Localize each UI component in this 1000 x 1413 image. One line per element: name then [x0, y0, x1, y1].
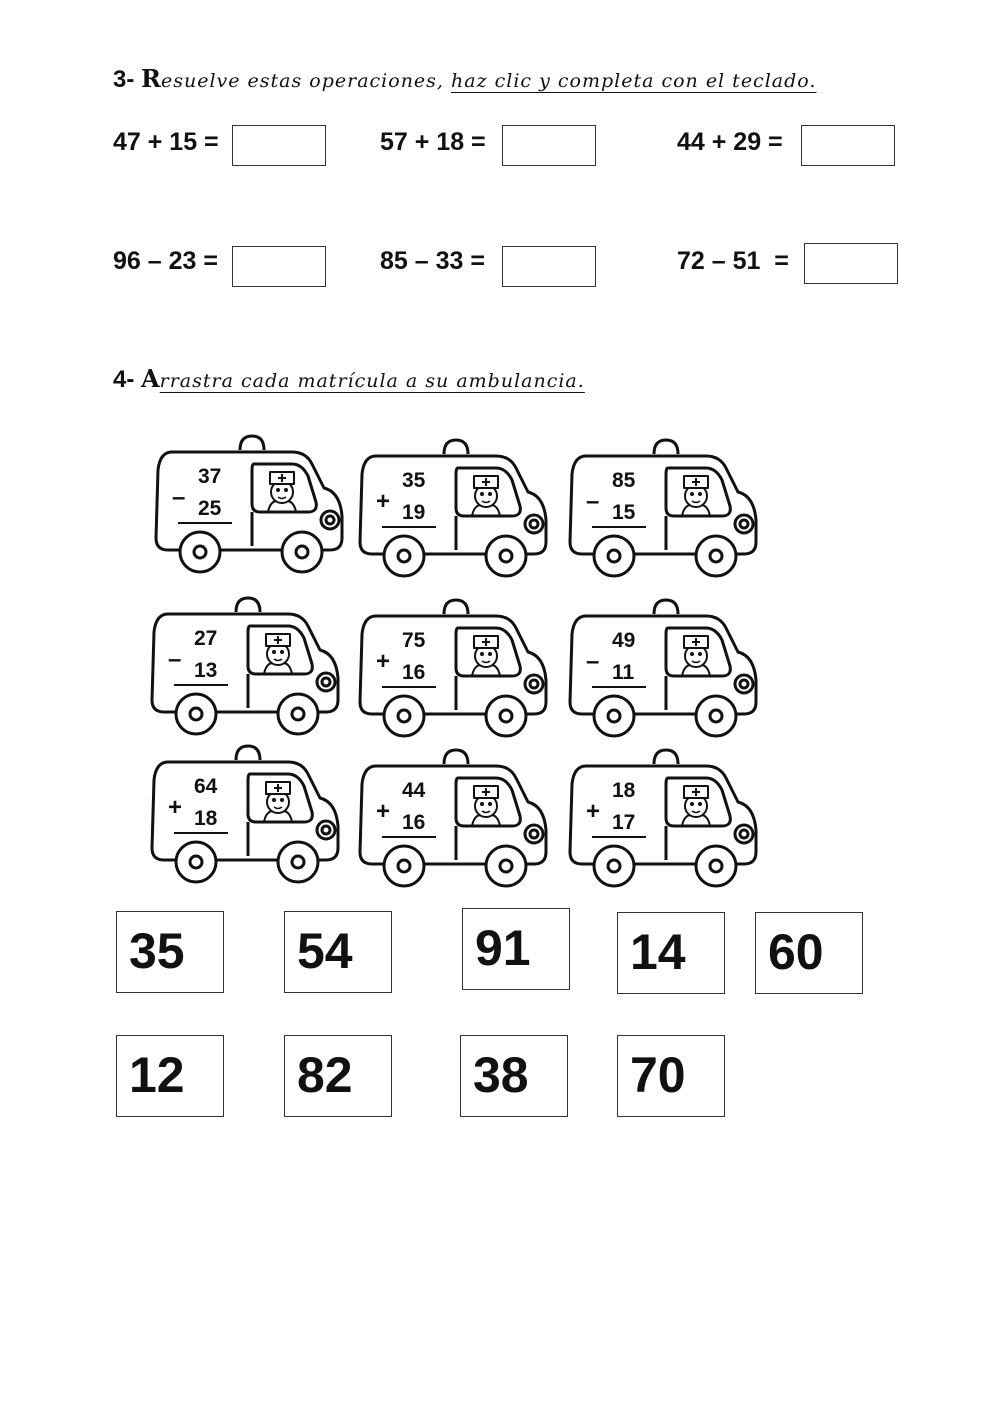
ambulance-bottom-number: 18 [194, 807, 218, 830]
ambulance-top-number: 85 [612, 469, 636, 492]
ambulance-bottom-number: 13 [194, 659, 218, 682]
section-number: 4- [113, 366, 135, 393]
ambulance-result-line [592, 836, 646, 838]
heading-instruction: haz clic y completa con el teclado. [451, 70, 817, 92]
license-plate-6[interactable] [116, 1035, 224, 1117]
ambulance-sign: – [168, 646, 182, 673]
ambulance-sign: – [586, 488, 600, 515]
ambulance-result-line [178, 522, 232, 524]
plate-number: 38 [473, 1047, 529, 1103]
answer-box-5[interactable] [502, 246, 596, 287]
ambulance-top-number: 35 [402, 469, 426, 492]
ambulance-7[interactable] [148, 738, 348, 888]
license-plate-1[interactable] [116, 911, 224, 993]
ambulance-5[interactable] [356, 592, 556, 742]
answer-box-4[interactable] [232, 246, 326, 287]
plate-number: 91 [475, 920, 531, 976]
ambulance-bottom-number: 15 [612, 501, 636, 524]
ambulance-top-number: 64 [194, 775, 218, 798]
ambulance-sign: + [376, 488, 391, 515]
plate-number: 82 [297, 1047, 353, 1103]
plate-number: 70 [630, 1047, 686, 1103]
ambulance-3[interactable] [566, 432, 766, 582]
heading-initial: R [141, 64, 161, 93]
license-plate-7[interactable] [284, 1035, 392, 1117]
plate-number: 54 [297, 923, 353, 979]
section-number: 3- [113, 66, 135, 93]
ambulance-1[interactable] [152, 428, 352, 578]
ambulance-top-number: 18 [612, 779, 636, 802]
ambulance-result-line [592, 526, 646, 528]
ambulance-sign: + [586, 798, 601, 825]
operation-5: 85 – 33 = [380, 247, 485, 275]
ambulance-bottom-number: 16 [402, 661, 426, 684]
ambulance-top-number: 27 [194, 627, 218, 650]
answer-box-6[interactable] [804, 243, 898, 284]
ambulance-sign: + [168, 794, 183, 821]
license-plate-5[interactable] [755, 912, 863, 994]
ambulance-top-number: 75 [402, 629, 426, 652]
operation-2: 57 + 18 = [380, 128, 486, 156]
operation-1: 47 + 15 = [113, 128, 219, 156]
ambulance-bottom-number: 11 [612, 661, 635, 684]
answer-box-1[interactable] [232, 125, 326, 166]
ambulance-bottom-number: 16 [402, 811, 426, 834]
ambulance-result-line [382, 686, 436, 688]
license-plate-9[interactable] [617, 1035, 725, 1117]
license-plate-4[interactable] [617, 912, 725, 994]
ambulance-sign: + [376, 798, 391, 825]
operation-3: 44 + 29 = [677, 128, 783, 156]
answer-box-2[interactable] [502, 125, 596, 166]
ambulance-top-number: 37 [198, 465, 222, 488]
ambulance-top-number: 49 [612, 629, 636, 652]
license-plate-8[interactable] [460, 1035, 568, 1117]
heading-text: esuelve estas operaciones, [160, 70, 452, 92]
operation-6: 72 – 51 = [677, 247, 789, 275]
plate-number: 35 [129, 923, 185, 979]
heading-instruction: rrastra cada matrícula a su ambulancia. [159, 370, 585, 392]
license-plate-2[interactable] [284, 911, 392, 993]
section-3-heading [113, 64, 816, 94]
ambulance-2[interactable] [356, 432, 556, 582]
ambulance-6[interactable] [566, 592, 766, 742]
ambulance-sign: – [586, 648, 600, 675]
ambulance-8[interactable] [356, 742, 556, 892]
ambulance-result-line [174, 684, 228, 686]
plate-number: 14 [630, 924, 686, 980]
plate-number: 60 [768, 924, 824, 980]
section-4-heading [113, 364, 585, 394]
ambulance-bottom-number: 19 [402, 501, 426, 524]
ambulance-sign: – [172, 484, 186, 511]
plate-number: 12 [129, 1047, 185, 1103]
operation-4: 96 – 23 = [113, 247, 218, 275]
ambulance-result-line [382, 526, 436, 528]
ambulance-sign: + [376, 648, 391, 675]
license-plate-3[interactable] [462, 908, 570, 990]
ambulance-4[interactable] [148, 590, 348, 740]
ambulance-top-number: 44 [402, 779, 426, 802]
ambulance-result-line [382, 836, 436, 838]
ambulance-bottom-number: 17 [612, 811, 636, 834]
heading-initial: A [141, 364, 160, 393]
ambulance-bottom-number: 25 [198, 497, 222, 520]
ambulance-result-line [592, 686, 646, 688]
ambulance-result-line [174, 832, 228, 834]
ambulance-9[interactable] [566, 742, 766, 892]
answer-box-3[interactable] [801, 125, 895, 166]
